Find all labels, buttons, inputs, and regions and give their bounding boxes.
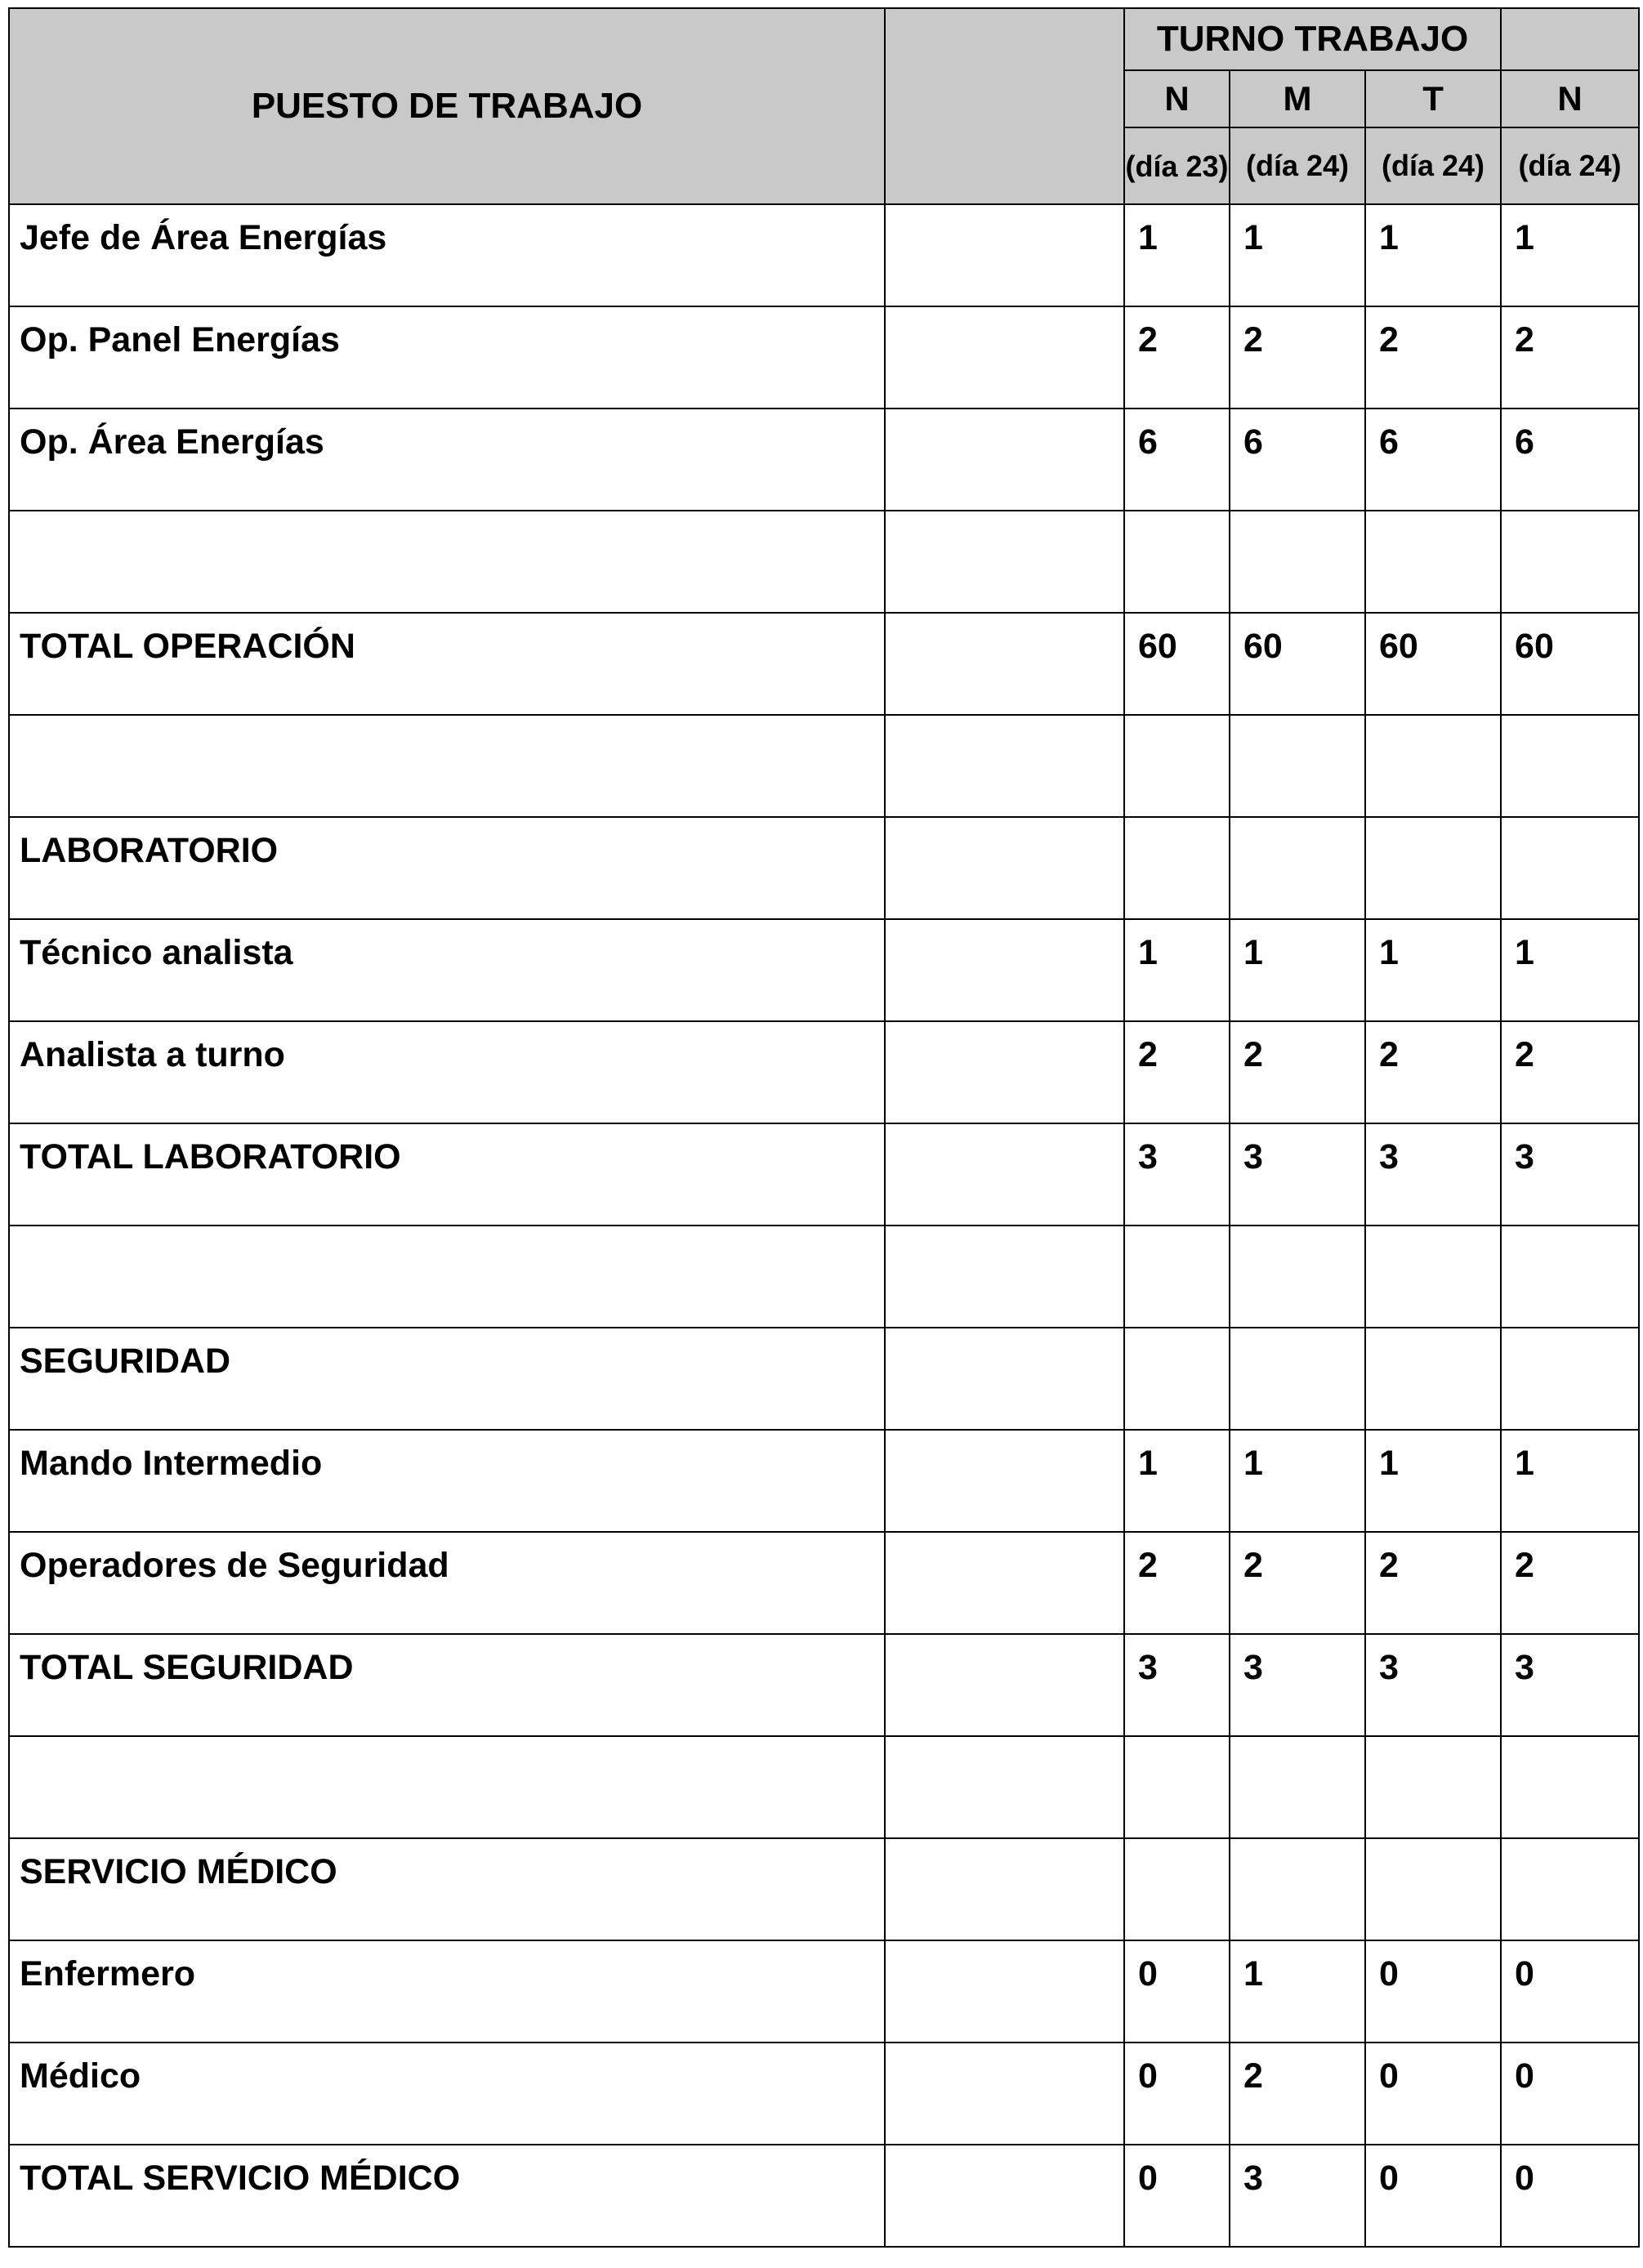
table-row: [9, 1430, 1639, 1532]
blank-cell: [885, 1634, 1124, 1736]
blank-cell: [885, 306, 1124, 409]
shift-count: 3: [1501, 1123, 1639, 1226]
shift-count: 0: [1124, 2043, 1230, 2145]
shift-count: 2: [1501, 306, 1639, 409]
shift-count: [1124, 1838, 1230, 1940]
row-label: [9, 1736, 885, 1838]
shift-count: 0: [1365, 2145, 1501, 2247]
shift-count: [1124, 817, 1230, 919]
shift-count: 6: [1124, 409, 1230, 511]
blank-cell: [885, 1123, 1124, 1226]
shift-count: 1: [1501, 1430, 1639, 1532]
shift-count: [1365, 1226, 1501, 1328]
row-label: [9, 1226, 885, 1328]
shift-count: 60: [1501, 613, 1639, 715]
table-row: [9, 1021, 1639, 1123]
shift-count: [1365, 511, 1501, 613]
row-label: Mando Intermedio: [9, 1430, 885, 1532]
blank-cell: [885, 919, 1124, 1021]
shift-count: 0: [1365, 1940, 1501, 2043]
shift-count: 0: [1124, 1940, 1230, 2043]
table-row: [9, 919, 1639, 1021]
shift-count: [1501, 1226, 1639, 1328]
shift-count: 3: [1365, 1634, 1501, 1736]
shift-count: 60: [1124, 613, 1230, 715]
shift-count: [1365, 817, 1501, 919]
row-label: Analista a turno: [9, 1021, 885, 1123]
shift-count: 3: [1501, 1634, 1639, 1736]
puesto-header: PUESTO DE TRABAJO: [9, 8, 885, 204]
shift-count: [1124, 1328, 1230, 1430]
table-row: [9, 1736, 1639, 1838]
shift-count: 1: [1365, 204, 1501, 306]
shift-count: 2: [1230, 1021, 1365, 1123]
row-label: TOTAL SEGURIDAD: [9, 1634, 885, 1736]
shift-count: 0: [1501, 2043, 1639, 2145]
shift-count: 3: [1124, 1634, 1230, 1736]
row-label: TOTAL LABORATORIO: [9, 1123, 885, 1226]
blank-cell: [885, 1940, 1124, 2043]
shift-count: 1: [1230, 1940, 1365, 2043]
shift-count: 6: [1230, 409, 1365, 511]
shift-count: [1365, 1838, 1501, 1940]
shift-count: [1230, 817, 1365, 919]
blank-cell: [885, 817, 1124, 919]
shift-count: 3: [1124, 1123, 1230, 1226]
shift-count: 1: [1501, 919, 1639, 1021]
blank-cell: [885, 1532, 1124, 1634]
table-row: [9, 715, 1639, 817]
table-row: [9, 817, 1639, 919]
shift-count: 3: [1230, 1634, 1365, 1736]
row-label: Técnico analista: [9, 919, 885, 1021]
blank-cell: [885, 2145, 1124, 2247]
shift-letter: M: [1230, 70, 1365, 127]
shift-count: 2: [1230, 1532, 1365, 1634]
shift-count: [1501, 1736, 1639, 1838]
shift-count: 3: [1230, 2145, 1365, 2247]
blank-cell: [885, 1328, 1124, 1430]
shift-day: (día 23): [1124, 127, 1230, 204]
table-row: [9, 1532, 1639, 1634]
shift-count: 60: [1365, 613, 1501, 715]
shift-count: [1230, 1328, 1365, 1430]
shift-count: 2: [1230, 2043, 1365, 2145]
row-label: SERVICIO MÉDICO: [9, 1838, 885, 1940]
blank-cell: [885, 1430, 1124, 1532]
shift-count: [1501, 1838, 1639, 1940]
blank-cell: [885, 511, 1124, 613]
shift-count: [1501, 715, 1639, 817]
shift-count: [1365, 715, 1501, 817]
shift-count: 2: [1124, 1532, 1230, 1634]
table-row: [9, 1328, 1639, 1430]
shift-letter: N: [1501, 70, 1639, 127]
shift-count: 6: [1501, 409, 1639, 511]
shift-day: (día 24): [1501, 127, 1639, 204]
shift-count: 2: [1124, 1021, 1230, 1123]
turno-header-blank: [1501, 8, 1639, 70]
shift-letter: T: [1365, 70, 1501, 127]
shift-count: 2: [1124, 306, 1230, 409]
shift-count: 1: [1365, 919, 1501, 1021]
blank-cell: [885, 409, 1124, 511]
shift-count: 2: [1501, 1021, 1639, 1123]
blank-cell: [885, 715, 1124, 817]
table-row: [9, 1226, 1639, 1328]
row-label: Jefe de Área Energías: [9, 204, 885, 306]
shift-count: 1: [1124, 1430, 1230, 1532]
turno-header: TURNO TRABAJO: [1124, 8, 1501, 70]
shift-letter: N: [1124, 70, 1230, 127]
blank-cell: [885, 2043, 1124, 2145]
table-row: [9, 2145, 1639, 2247]
shift-count: [1501, 817, 1639, 919]
shift-count: 2: [1501, 1532, 1639, 1634]
shift-count: [1501, 511, 1639, 613]
blank-cell: [885, 1021, 1124, 1123]
table-row: [9, 204, 1639, 306]
blank-header: [885, 8, 1124, 204]
header-row-1: [9, 8, 1639, 70]
shift-count: 1: [1230, 204, 1365, 306]
shift-count: [1501, 1328, 1639, 1430]
row-label: [9, 511, 885, 613]
shift-count: [1124, 1226, 1230, 1328]
blank-cell: [885, 1736, 1124, 1838]
shift-day: (día 24): [1230, 127, 1365, 204]
row-label: LABORATORIO: [9, 817, 885, 919]
row-label: [9, 715, 885, 817]
shift-count: 0: [1124, 2145, 1230, 2247]
row-label: Enfermero: [9, 1940, 885, 2043]
shift-count: 0: [1501, 1940, 1639, 2043]
shift-count: 1: [1230, 919, 1365, 1021]
blank-cell: [885, 204, 1124, 306]
table-row: [9, 1123, 1639, 1226]
table-row: [9, 613, 1639, 715]
shift-count: 6: [1365, 409, 1501, 511]
shift-count: 2: [1365, 306, 1501, 409]
table-row: [9, 306, 1639, 409]
row-label: Op. Área Energías: [9, 409, 885, 511]
blank-cell: [885, 1838, 1124, 1940]
table-row: [9, 1634, 1639, 1736]
shift-count: [1365, 1328, 1501, 1430]
shift-count: 1: [1365, 1430, 1501, 1532]
shift-count: 0: [1501, 2145, 1639, 2247]
shift-count: [1230, 715, 1365, 817]
shift-count: [1124, 1736, 1230, 1838]
row-label: Op. Panel Energías: [9, 306, 885, 409]
shift-count: [1230, 1736, 1365, 1838]
shift-count: [1124, 511, 1230, 613]
shift-count: 2: [1365, 1532, 1501, 1634]
table-row: [9, 409, 1639, 511]
shift-count: 1: [1501, 204, 1639, 306]
shift-day: (día 24): [1365, 127, 1501, 204]
table-row: [9, 1838, 1639, 1940]
shift-count: [1230, 511, 1365, 613]
shift-count: [1230, 1226, 1365, 1328]
table-row: [9, 2043, 1639, 2145]
row-label: SEGURIDAD: [9, 1328, 885, 1430]
shift-count: 1: [1230, 1430, 1365, 1532]
shift-count: 1: [1124, 204, 1230, 306]
shift-count: 60: [1230, 613, 1365, 715]
shift-count: 1: [1124, 919, 1230, 1021]
shift-count: 3: [1365, 1123, 1501, 1226]
shift-count: 2: [1230, 306, 1365, 409]
row-label: TOTAL OPERACIÓN: [9, 613, 885, 715]
staffing-table: [8, 7, 1640, 2248]
blank-cell: [885, 613, 1124, 715]
row-label: TOTAL SERVICIO MÉDICO: [9, 2145, 885, 2247]
shift-count: 0: [1365, 2043, 1501, 2145]
table-row: [9, 1940, 1639, 2043]
shift-count: [1230, 1838, 1365, 1940]
blank-cell: [885, 1226, 1124, 1328]
shift-count: 3: [1230, 1123, 1365, 1226]
table-row: [9, 511, 1639, 613]
shift-count: [1124, 715, 1230, 817]
shift-count: 2: [1365, 1021, 1501, 1123]
row-label: Operadores de Seguridad: [9, 1532, 885, 1634]
row-label: Médico: [9, 2043, 885, 2145]
shift-count: [1365, 1736, 1501, 1838]
